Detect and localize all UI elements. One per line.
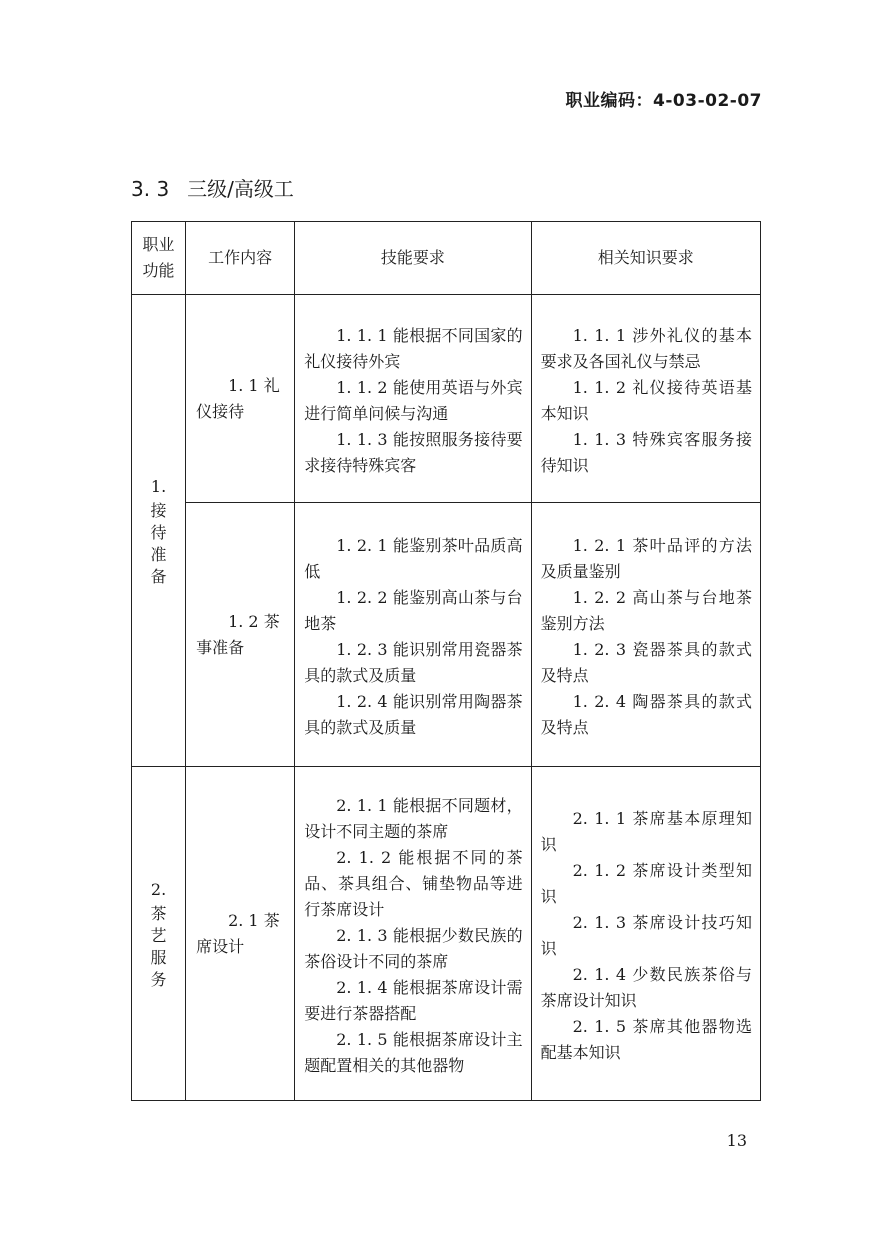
skill-item: 2. 1. 3 能根据少数民族的茶俗设计不同的茶席 [304, 925, 523, 971]
occupation-code: 职业编码：4-03-02-07 [565, 91, 762, 111]
knowledge-item: 1. 2. 1 茶叶品评的方法及质量鉴别 [540, 535, 752, 581]
table-header-row [132, 222, 761, 295]
header-knowledge-requirements: 相关知识要求 [531, 222, 760, 295]
work-content-number: 2. 1 [228, 910, 259, 930]
header-work-content: 工作内容 [186, 222, 295, 295]
knowledge-item: 2. 1. 5 茶席其他器物选配基本知识 [540, 1016, 752, 1062]
knowledge-item: 2. 1. 1 茶席基本原理知识 [540, 808, 752, 854]
header-skill-requirements: 技能要求 [295, 222, 531, 295]
skill-item: 1. 1. 1 能根据不同国家的礼仪接待外宾 [304, 325, 523, 371]
skill-item: 2. 1. 5 能根据茶席设计主题配置相关的其他器物 [304, 1029, 523, 1075]
work-content-number: 1. 2 [228, 611, 259, 631]
skill-item: 1. 2. 2 能鉴别高山茶与台地茶 [304, 587, 523, 633]
skills-cell [295, 767, 531, 1101]
knowledge-cell [531, 767, 760, 1101]
work-content-name: 茶席设计 [196, 910, 280, 956]
skill-item: 1. 1. 3 能按照服务接待要求接待特殊宾客 [304, 429, 523, 475]
knowledge-item: 2. 1. 2 茶席设计类型知识 [540, 860, 752, 906]
knowledge-item: 1. 2. 3 瓷器茶具的款式及特点 [540, 639, 752, 685]
skill-item: 1. 2. 1 能鉴别茶叶品质高低 [304, 535, 523, 581]
function-name: 接待准备 [150, 500, 167, 586]
function-cell [132, 767, 186, 1101]
skill-item: 1. 2. 4 能识别常用陶器茶具的款式及质量 [304, 691, 523, 737]
knowledge-item: 1. 1. 3 特殊宾客服务接待知识 [540, 429, 752, 475]
work-content-name: 礼仪接待 [196, 375, 280, 421]
skill-item: 2. 1. 2 能根据不同的茶品、茶具组合、铺垫物品等进行茶席设计 [304, 847, 523, 919]
function-number: 2. [150, 879, 167, 899]
work-content-cell [186, 503, 295, 767]
work-content-cell [186, 767, 295, 1101]
function-number: 1. [150, 476, 167, 496]
work-content-name: 茶事准备 [196, 611, 280, 657]
skills-cell [295, 503, 531, 767]
knowledge-item: 1. 2. 4 陶器茶具的款式及特点 [540, 691, 752, 737]
knowledge-item: 2. 1. 4 少数民族茶俗与茶席设计知识 [540, 964, 752, 1010]
table-row [132, 503, 761, 767]
table-row [132, 767, 761, 1101]
work-content-number: 1. 1 [228, 375, 259, 395]
header-function: 职业功能 [132, 222, 186, 295]
function-cell [132, 295, 186, 767]
section-number: 3. 3 [131, 177, 170, 201]
knowledge-item: 1. 1. 1 涉外礼仪的基本要求及各国礼仪与禁忌 [540, 325, 752, 371]
knowledge-cell [531, 295, 760, 503]
table-row [132, 295, 761, 503]
page-number: 13 [726, 1131, 747, 1150]
skill-item: 1. 2. 3 能识别常用瓷器茶具的款式及质量 [304, 639, 523, 685]
section-heading [131, 173, 294, 202]
skill-item: 2. 1. 4 能根据茶席设计需要进行茶器搭配 [304, 977, 523, 1023]
knowledge-cell [531, 503, 760, 767]
work-content-cell [186, 295, 295, 503]
section-title: 三级/高级工 [187, 177, 294, 201]
skill-item: 1. 1. 2 能使用英语与外宾进行简单问候与沟通 [304, 377, 523, 423]
function-name: 茶艺服务 [150, 903, 167, 989]
knowledge-item: 1. 1. 2 礼仪接待英语基本知识 [540, 377, 752, 423]
skill-item: 2. 1. 1 能根据不同题材，设计不同主题的茶席 [304, 795, 523, 841]
knowledge-item: 1. 2. 2 高山茶与台地茶鉴别方法 [540, 587, 752, 633]
skills-cell [295, 295, 531, 503]
knowledge-item: 2. 1. 3 茶席设计技巧知识 [540, 912, 752, 958]
skills-standard-table [131, 221, 761, 1101]
